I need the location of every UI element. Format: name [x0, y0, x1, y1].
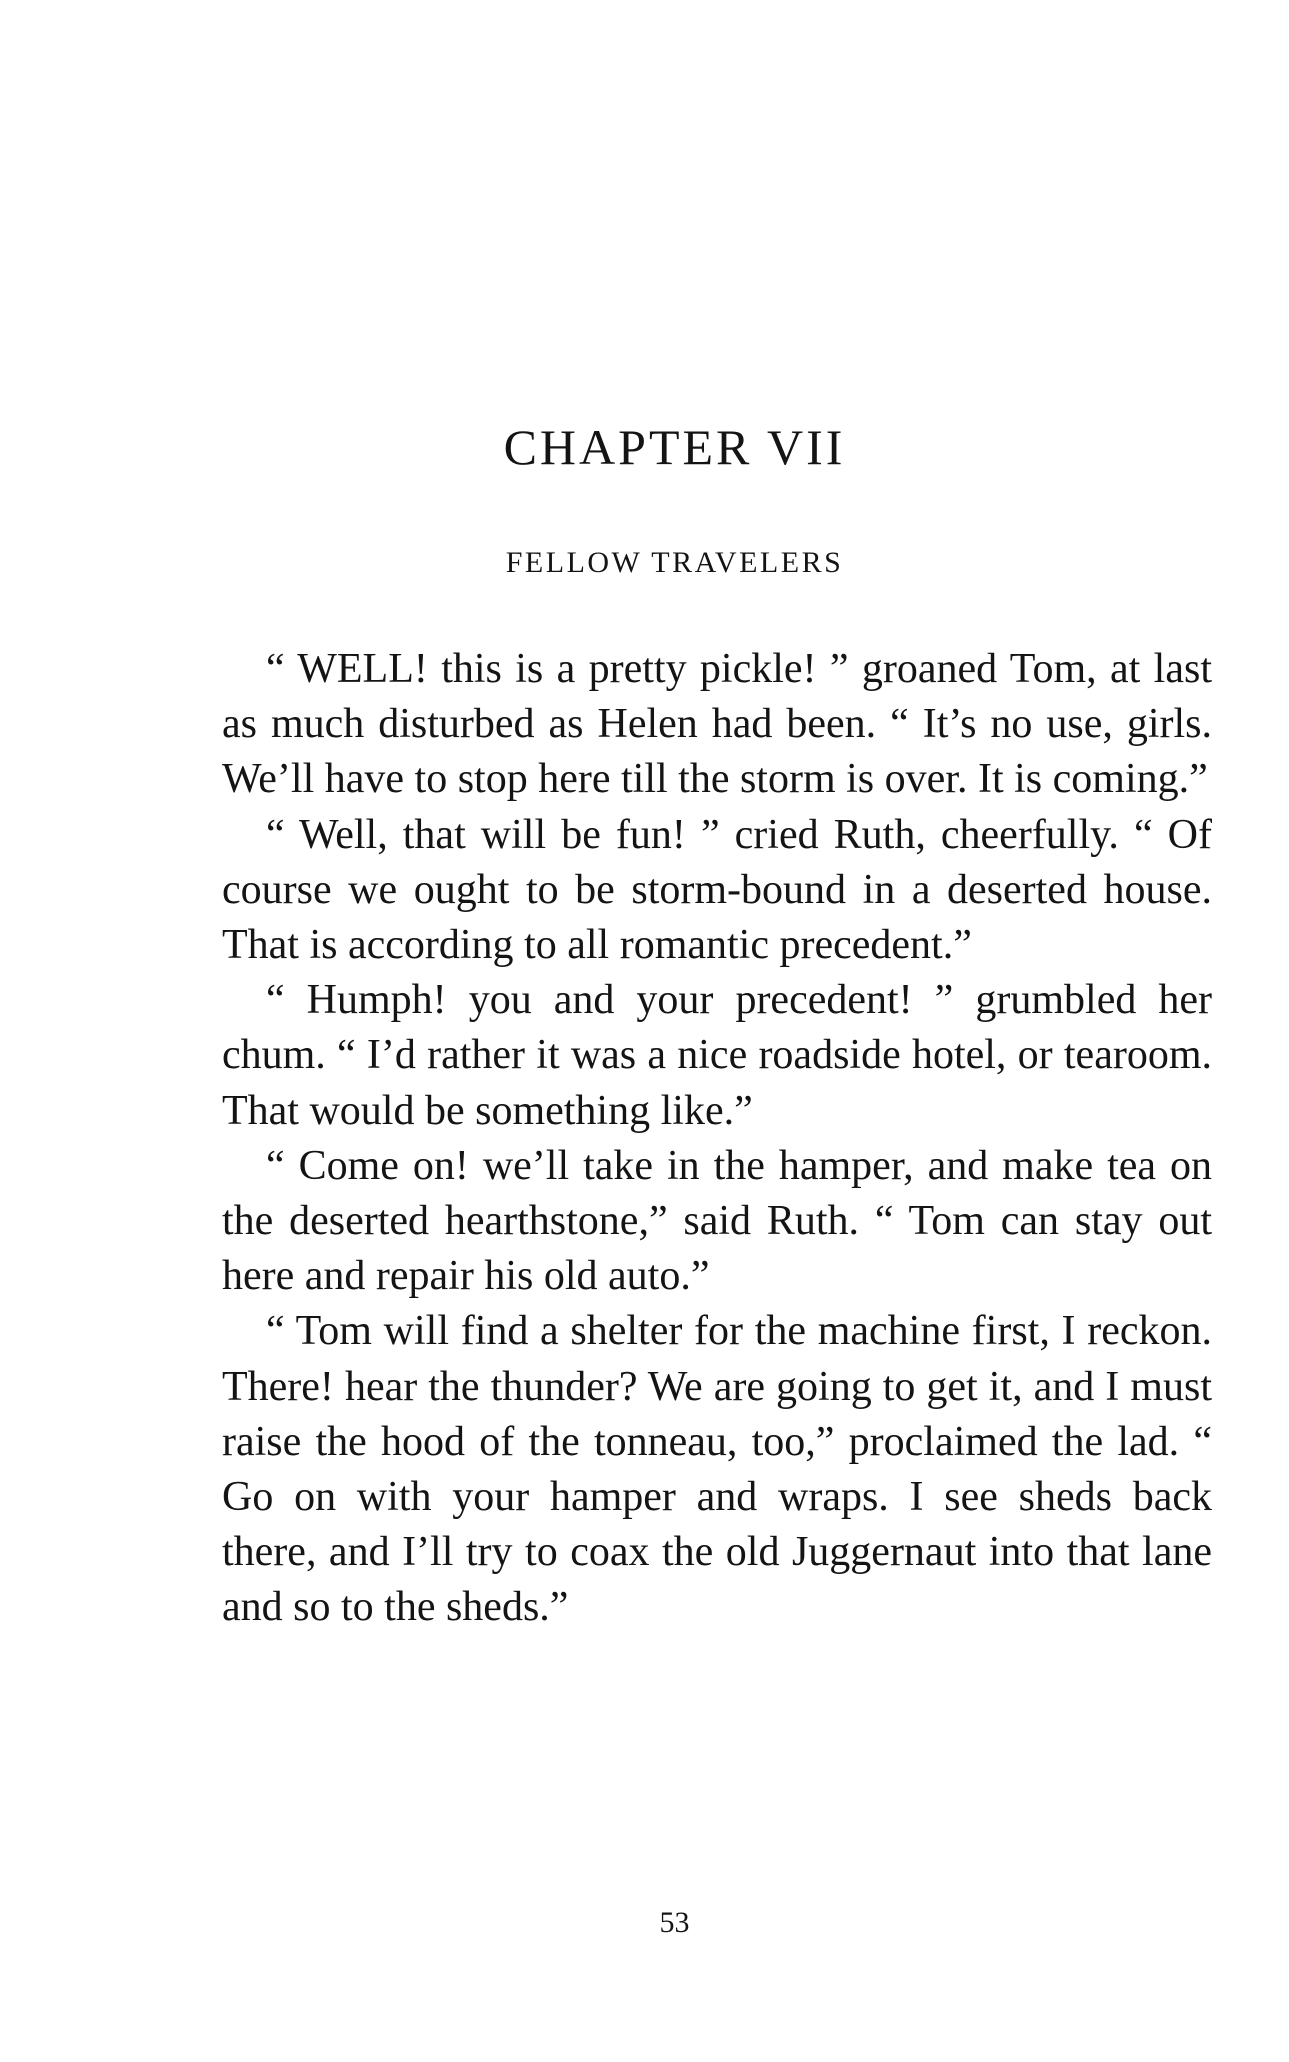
paragraph: “ Come on! we’ll take in the hamper, and make tea on the deserted hearthstone,” said Ruth. “ Tom can stay out here and repair his old auto.” [222, 1142, 1212, 1300]
paragraph: “ WELL! this is a pretty pickle! ” groaned Tom, at last as much disturbed as Helen had been. “ It’s no use, girls. We’ll have to stop here till the storm is over. It is coming.” [222, 646, 1212, 803]
paragraph: “ Humph! you and your precedent! ” grumbled her chum. “ I’d rather it was a nice roadside hotel, or tearoom. That would be something like.” [222, 977, 1212, 1134]
body-text [222, 642, 1212, 1636]
page-number: 53 [659, 1906, 690, 1939]
chapter-title: CHAPTER VII [503, 419, 846, 475]
paragraph: “ Tom will find a shelter for the machine first, I reckon. There! hear the thunder? We are going to get it, and I must raise the hood of the tonneau, too,” proclaimed the lad. “ Go on with your hamper and wraps. I see sheds back there, and I’ll try to coax the old Juggernaut into that lane and so to the sheds.” [222, 1308, 1212, 1631]
chapter-subtitle: FELLOW TRAVELERS [505, 546, 844, 579]
paragraph: “ Well, that will be fun! ” cried Ruth, cheerfully. “ Of course we ought to be storm-bound in a deserted house. That is according to all romantic precedent.” [222, 811, 1212, 969]
